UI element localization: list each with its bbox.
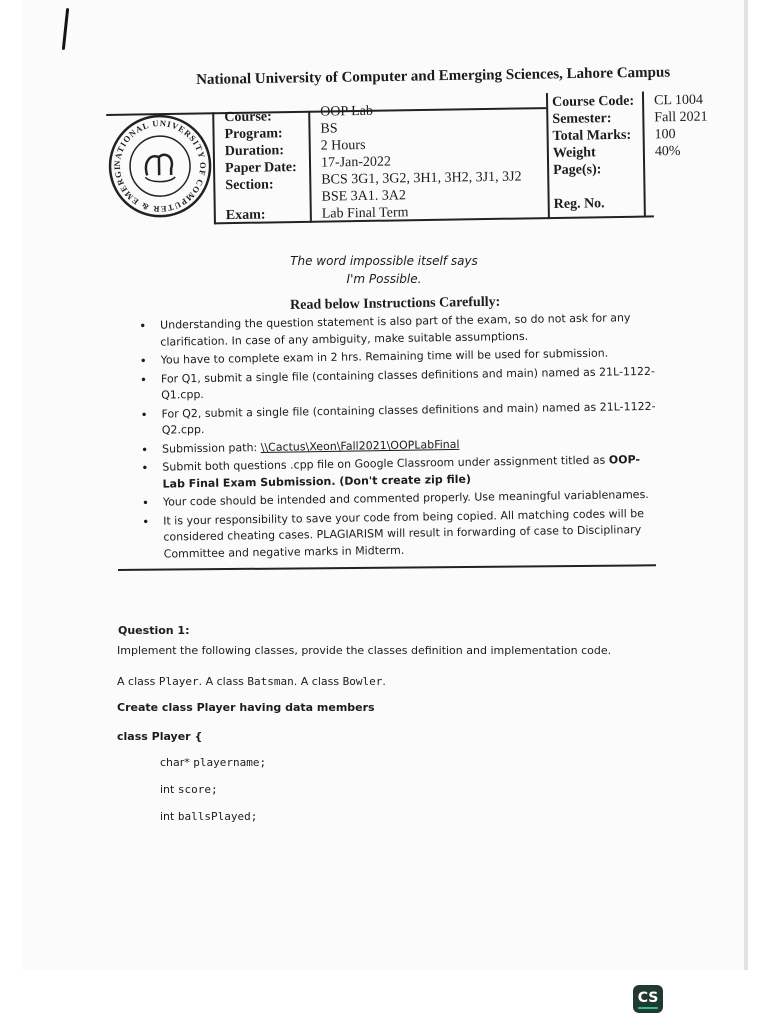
create-class-text: Create class Player having data members <box>117 701 375 714</box>
classroom-assignment-title: OOP- Lab Final Exam Submission. (Don't create zip file) <box>162 453 641 491</box>
member3-type: int <box>160 810 178 823</box>
section-label: Section: <box>225 177 274 194</box>
member3-name: ballsPlayed; <box>177 810 258 823</box>
class-player-open: class Player { <box>117 730 203 743</box>
motto-line1: The word impossible itself says <box>290 254 478 268</box>
question1-heading: Question 1: <box>118 624 190 637</box>
classes-text-a: A class <box>117 675 159 688</box>
program-value: BS <box>320 121 338 137</box>
university-title: National University of Computer and Emerging Sciences, Lahore Campus <box>196 64 671 88</box>
course-code-value: CL 1004 <box>653 92 704 109</box>
class-batsman-name: Batsman <box>247 675 294 688</box>
weight-label: Weight <box>552 145 596 161</box>
course-label: Course: <box>224 109 272 126</box>
semester-label: Semester: <box>552 111 612 127</box>
member-score <box>160 783 218 796</box>
table-divider-labels <box>308 111 311 223</box>
member-ballsplayed <box>160 810 257 823</box>
classes-text-b: . A class <box>198 675 248 688</box>
program-label: Program: <box>224 126 283 143</box>
total-marks-value: 100 <box>654 127 676 143</box>
member2-name: score; <box>177 783 218 796</box>
duration-label: Duration: <box>224 143 285 160</box>
classes-text-c: . A class <box>293 675 343 688</box>
paper-date-value: 17-Jan-2022 <box>320 154 392 171</box>
classes-text-d: . <box>382 675 386 688</box>
member1-type: char* <box>160 756 194 769</box>
instruction-item-classroom <box>136 452 662 493</box>
question1-intro: Implement the following classes, provide the classes definition and implementation code. <box>117 644 612 657</box>
svg-text:NATIONAL UNIVERSITY OF COMPUTE: NATIONAL UNIVERSITY OF COMPUTER & EMERGING <box>111 118 209 215</box>
instructions-list <box>134 310 664 565</box>
page-edge <box>744 0 748 970</box>
duration-value: 2 Hours <box>320 137 366 154</box>
instruction-item: • For Q2, submit a single file (containing classes definitions and main) named as 21L-1122-Q2.cpp. <box>135 398 661 439</box>
weight-value: 40% <box>654 143 681 160</box>
class-bowler-name: Bowler <box>342 675 383 688</box>
pages-label: Page(s): <box>553 162 602 178</box>
exam-value: Lab Final Term <box>321 205 409 222</box>
instruction-item: • For Q1, submit a single file (containing classes definitions and main) named as 21L-1122-Q1.cpp. <box>135 363 661 404</box>
submission-path-link[interactable]: \\Cactus\Xeon\Fall2021\OOPLabFinal <box>260 437 460 454</box>
semester-value: Fall 2021 <box>654 109 708 126</box>
motto-line2: I'm Possible. <box>346 272 422 286</box>
table-divider-right <box>546 93 549 219</box>
section-value-line1: BCS 3G1, 3G2, 3H1, 3H2, 3J1, 3J2 <box>321 169 522 188</box>
submission-path-prefix: Submission path: <box>161 440 261 456</box>
classroom-text: Submit both questions .cpp file on Google Classroom under assignment titled as <box>162 453 609 474</box>
instructions-title: Read below Instructions Carefully: <box>290 294 501 313</box>
question1-classes-line <box>117 675 386 688</box>
reg-no-label: Reg. No. <box>553 196 605 212</box>
class-player-name: Player <box>158 675 199 688</box>
member1-name: playername; <box>193 756 267 769</box>
section-value-line2: BSE 3A1. 3A2 <box>321 188 407 205</box>
university-seal-logo <box>106 112 214 220</box>
exam-header-table <box>106 91 708 228</box>
instruction-item: • It is your responsibility to save your code from being copied. All matching codes will be considered cheating cases. PLAGIARISM will result in forwarding of case to Disciplinary Committee and negative marks in Midterm. <box>137 505 664 563</box>
paper-date-label: Paper Date: <box>224 160 297 177</box>
instruction-item: • Understanding the question statement is also part of the exam, so do not ask for any clarification. In case of any ambiguity, make suitable assumptions. <box>134 310 660 351</box>
table-divider-codes <box>642 92 645 218</box>
course-code-label: Course Code: <box>551 93 635 110</box>
course-value: OOP Lab <box>320 103 374 120</box>
instruction-item: • Your code should be intended and commented properly. Use meaningful variablenames. <box>137 487 663 512</box>
member2-type: int <box>160 783 178 796</box>
instruction-item: • You have to complete exam in 2 hrs. Remaining time will be used for submission. <box>135 345 661 370</box>
exam-label: Exam: <box>225 207 266 224</box>
camscanner-badge[interactable]: CS <box>633 985 663 1013</box>
total-marks-label: Total Marks: <box>552 127 632 144</box>
member-playername <box>160 756 266 769</box>
